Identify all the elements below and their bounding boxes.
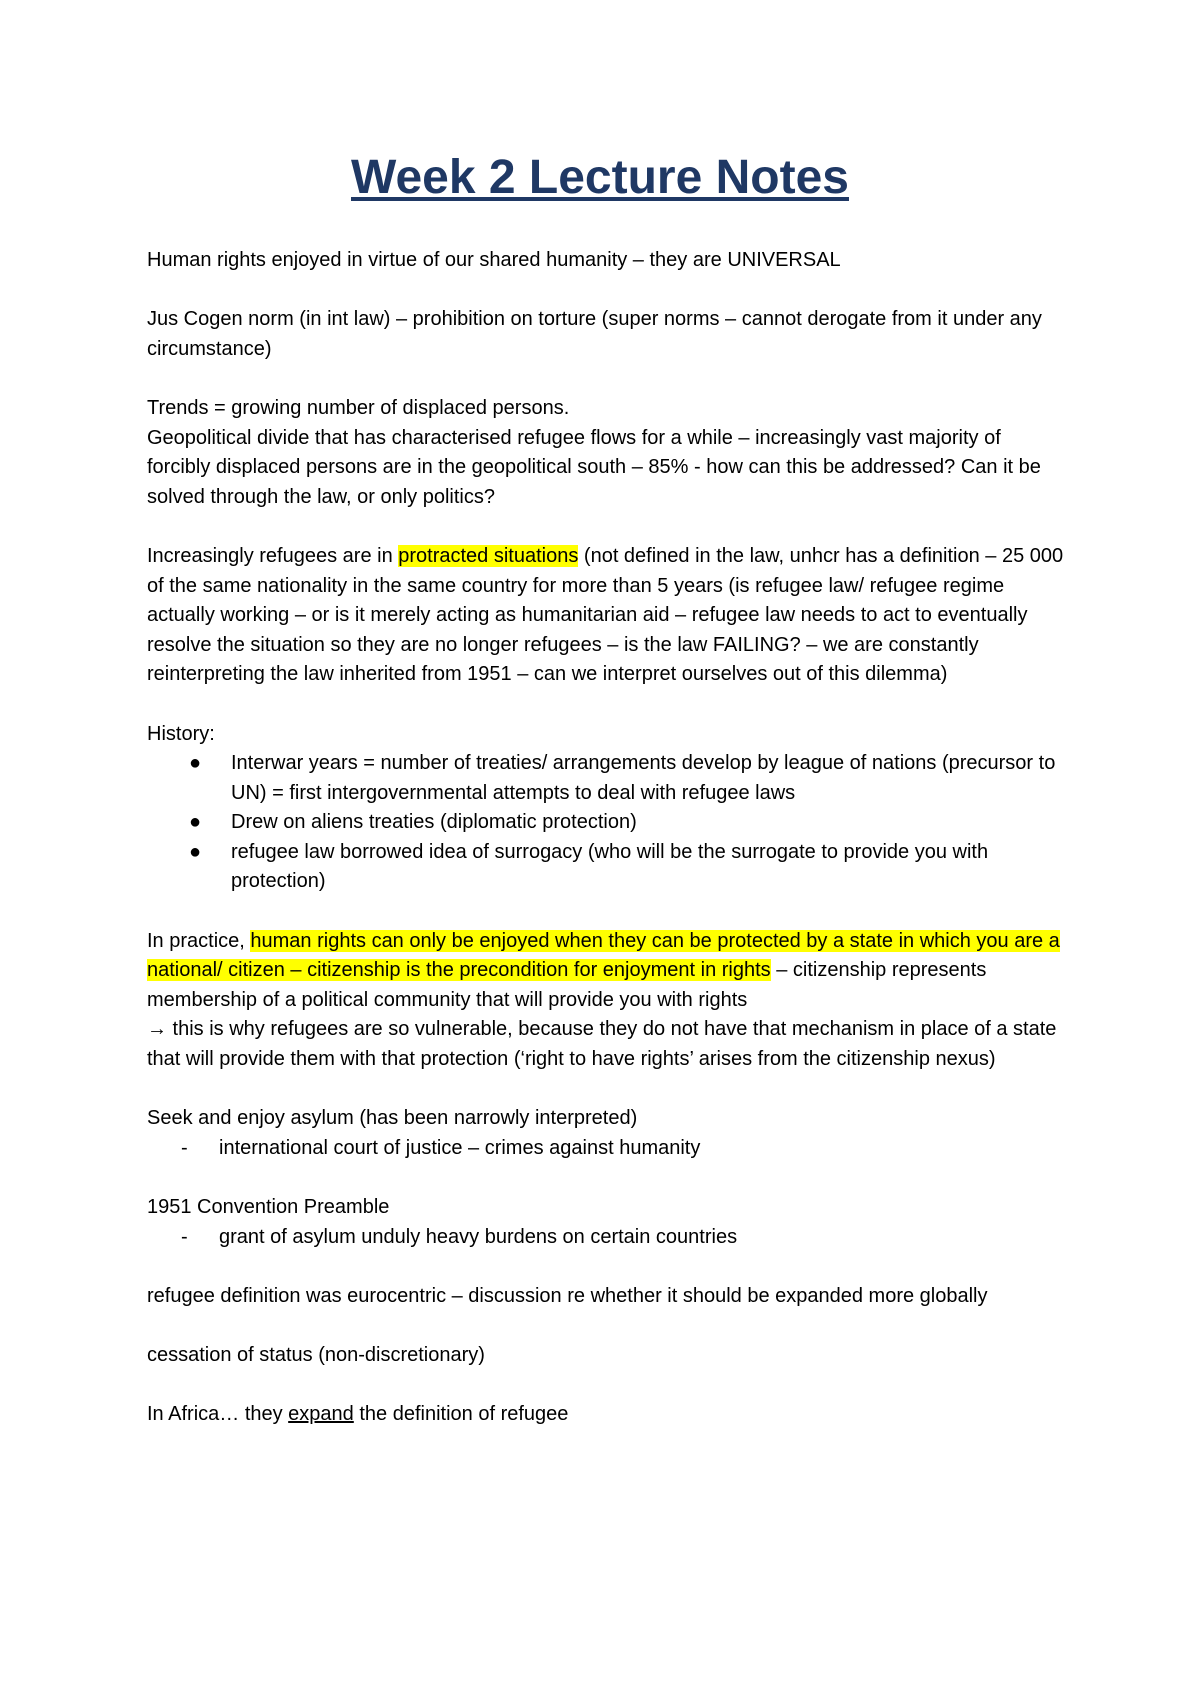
bullet-dot-icon: ●	[189, 752, 202, 775]
document-body	[147, 246, 1067, 1459]
paragraph-geopolitical: Geopolitical divide that has characterised refugee flows for a while – increasingly vast majority of forcibly displaced persons are in the geopolitical south – 85% - how can this be addressed? Can it be solved through the law, or only politics?	[147, 426, 1041, 508]
list-item	[189, 838, 1067, 897]
paragraph-universal: Human rights enjoyed in virtue of our shared humanity – they are UNIVERSAL	[147, 249, 841, 271]
list-item-text: Drew on aliens treaties (diplomatic protection)	[231, 811, 637, 834]
list-item	[189, 749, 1067, 808]
paragraph-africa	[147, 1400, 1067, 1430]
dash-marker: -	[181, 1225, 188, 1248]
paragraph-cessation: cessation of status (non-discretionary)	[147, 1343, 485, 1366]
text-run: (not defined in the law, unhcr has a definition – 25 000 of the same nationality in the same country for more than 5 years (is refugee law/ refugee regime actually working – or is it merely acting as humanitarian aid – refugee law needs to act to eventually resolve the situation so they are no longer refugees – is the law FAILING? – we are constantly reinterpreting the law inherited from 1951 – can we interpret ourselves out of this dilemma)	[147, 544, 1064, 686]
dash-marker: -	[181, 1136, 188, 1159]
paragraph-citizenship	[147, 927, 1067, 1075]
list-item	[189, 808, 1067, 838]
text-run: In Africa… they	[147, 1403, 289, 1426]
text-run: In practice,	[147, 929, 251, 952]
paragraph-trends: Trends = growing number of displaced persons.	[147, 396, 570, 419]
list-item	[181, 1223, 1067, 1253]
paragraph-eurocentric: refugee definition was eurocentric – discussion re whether it should be expanded more globally	[147, 1284, 988, 1307]
bullet-dot-icon: ●	[189, 840, 202, 863]
asylum-heading: Seek and enjoy asylum (has been narrowly interpreted)	[147, 1107, 638, 1130]
history-list	[147, 749, 1067, 897]
bullet-dot-icon: ●	[189, 811, 202, 834]
list-item-text: Interwar years = number of treaties/ arrangements develop by league of nations (precursor to UN) = first intergovernmental attempts to deal with refugee laws	[231, 752, 1056, 804]
right-arrow-icon: →	[147, 1018, 167, 1041]
paragraph-jus-cogens: Jus Cogen norm (in int law) – prohibition on torture (super norms – cannot derogate from it under any circumstance)	[147, 308, 1042, 360]
convention-list	[147, 1223, 1067, 1253]
text-run: – citizenship represents membership of a political community that will provide you with rights	[147, 959, 987, 1011]
list-item-text: refugee law borrowed idea of surrogacy (who will be the surrogate to provide you with protection)	[231, 840, 989, 893]
list-item	[181, 1134, 1067, 1164]
list-item-text: grant of asylum unduly heavy burdens on certain countries	[219, 1225, 738, 1248]
convention-heading: 1951 Convention Preamble	[147, 1196, 390, 1218]
highlighted-text: protracted situations	[398, 544, 579, 567]
highlighted-text: human rights can only be enjoyed when they can be protected by a state in which you are a national/ citizen – citizenship is the precondition for enjoyment in rights	[147, 929, 1060, 982]
text-run: the definition of refugee	[353, 1403, 569, 1426]
text-run: this is why refugees are so vulnerable, because they do not have that mechanism in place of a state that will provide them with that protection (‘right to have rights’ arises from the citizenship nexus)	[147, 1018, 1057, 1071]
paragraph-protracted	[147, 542, 1067, 690]
history-heading: History:	[147, 722, 215, 745]
page-title: Week 2 Lecture Notes	[351, 151, 849, 204]
list-item-text: international court of justice – crimes against humanity	[219, 1136, 701, 1159]
underlined-text: expand	[288, 1403, 354, 1426]
text-run: Increasingly refugees are in	[147, 544, 399, 567]
asylum-list	[147, 1134, 1067, 1164]
